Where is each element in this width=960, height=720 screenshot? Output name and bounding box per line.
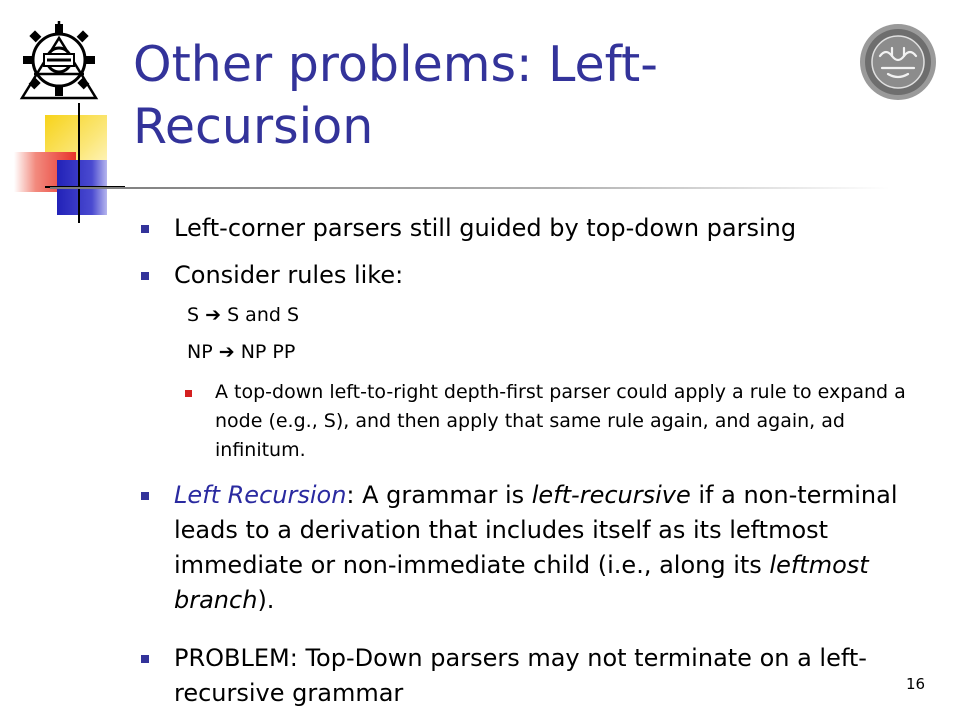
bullet-text: PROBLEM: Top-Down parsers may not terminate on a left-recursive grammar [174,644,867,707]
rule-rhs: S and S [227,304,300,326]
right-arrow-icon: ➔ [205,304,222,326]
right-arrow-icon: ➔ [218,341,235,363]
bullet-marker [141,655,149,663]
sub-bullet-infinite-expansion [215,378,915,465]
term-left-recursive: left-recursive [531,481,691,509]
definition-text-3: ). [257,586,275,614]
bullet-consider-rules [174,258,403,292]
bullet-problem [174,641,919,711]
page-number: 16 [906,675,926,693]
bullet-text: Left-corner parsers still guided by top-down parsing [174,214,797,242]
sub-bullet-text: A top-down left-to-right depth-first parser could apply a rule to expand a node (e.g., S), and then apply that same rule again, and again, ad infinitum. [215,381,906,461]
bullet-text: Consider rules like: [174,261,404,289]
sub-bullet-marker [185,390,192,397]
term-leftmost-branch: leftmost branch [174,551,869,614]
definition-colon: : [346,481,355,509]
rule-lhs: NP [187,341,213,363]
bullet-left-corner-parsers [174,211,796,245]
slide-title: Other problems: Left-Recursion [133,36,658,155]
bullet-marker [141,225,149,233]
grammar-rule-s [187,303,299,327]
grammar-rule-np [187,340,295,364]
vertical-line [78,103,80,223]
gear-logo-icon [14,18,104,104]
rule-lhs: S [187,304,200,326]
bullet-left-recursion-definition [174,478,919,618]
term-left-recursion: Left Recursion [174,481,347,509]
definition-text-2: if a non-terminal leads to a derivation that includes itself as its leftmost immediate or non-immediate child (i.e., along its [174,481,898,579]
rule-rhs: NP PP [240,341,296,363]
bullet-marker [141,492,149,500]
university-seal-icon [858,22,938,102]
title-divider [50,187,890,189]
definition-text-1: A grammar is [354,481,532,509]
bullet-marker [141,272,149,280]
